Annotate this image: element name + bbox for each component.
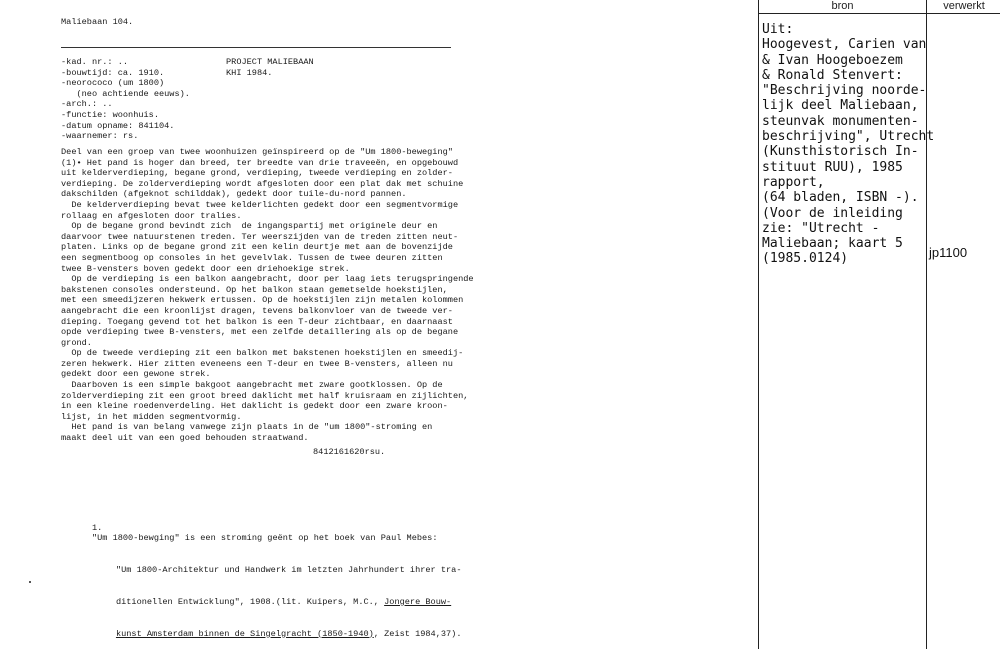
body-line: (1)• Het pand is hoger dan breed, ter breedte van drie traveeën, en opgebouwd [61, 157, 459, 168]
body-line: daarvoor twee natuurstenen treden. Ter weerszijden van de treden zitten neut- [61, 231, 459, 242]
body-line: opde verdieping twee B-vensters, met een zelfde detaillering als op de begane [61, 327, 459, 338]
body-line: uit kelderverdieping, begane grond, verdieping, tweede verdieping en zolder- [61, 168, 453, 179]
bron-line: rapport, [762, 174, 825, 190]
project-code: KHI 1984. [226, 67, 273, 78]
footnote-text-2: "Um 1800-Architektur und Handwerk im letzten Jahrhundert ihrer tra- [115, 564, 462, 575]
footnote-line-4 [61, 618, 461, 650]
column-divider [926, 0, 927, 649]
bron-line: (Voor de inleiding [762, 205, 903, 221]
address-heading: Maliebaan 104. [61, 17, 134, 27]
bron-line: beschrijving", Utrecht [762, 129, 935, 145]
verwerkt-column-header: verwerkt [943, 0, 985, 12]
body-line: De kelderverdieping bevat twee kelderlichten gedekt door een segmentvormige [61, 199, 459, 210]
description-body [61, 147, 474, 444]
body-line: in een kleine roedenverdeling. Het daklicht is gedekt door een zware kroon- [61, 401, 448, 412]
body-line: bakstenen consoles ondersteund. Op het balkon staan gemetselde hoekstijlen, [61, 284, 448, 295]
project-name: PROJECT MALIEBAAN [226, 57, 314, 67]
meta-datum-opname: -datum opname: 841104. [61, 120, 175, 131]
body-line: platen. Links op de begane grond zit een kelin deurtje met aan de bovenzijde [61, 242, 453, 253]
bron-line: "Beschrijving noorde- [762, 83, 927, 99]
footnote-reference-title-1: Jongere Bouw- [384, 596, 452, 607]
footnote-line-1 [61, 512, 461, 554]
bron-line: (1985.0124) [762, 251, 849, 267]
header-rule [61, 47, 451, 48]
meta-left-block [61, 57, 190, 142]
bron-line: steunvak monumenten- [762, 113, 919, 129]
body-line: twee B-vensters boven gedekt door een driehoekige strek. [61, 263, 350, 274]
bron-line: Maliebaan; kaart 5 [762, 236, 903, 252]
body-line: Het pand is van belang vanwege zijn plaats in de "um 1800"-stroming en [61, 422, 433, 433]
footnote-text-3: ditionellen Entwicklung", 1908.(lit. Kuipers, M.C., [115, 596, 385, 607]
bron-line: & Ronald Stenvert: [762, 67, 903, 83]
body-line: zolderverdieping zit een groot breed daklicht met half kruisraam en zijlichten, [61, 390, 469, 401]
footnote-number: 1. [91, 522, 103, 533]
meta-functie: -functie: woonhuis. [61, 109, 159, 120]
footnote-text-4: , Zeist 1984,37). [373, 628, 462, 639]
body-line: met een smeedijzeren hekwerk ertussen. Op de hoekstijlen zijn metalen kolommen [61, 295, 464, 306]
footnote-text-1: "Um 1800-bewging" is een stroming geënt op het boek van Paul Mebes: [91, 533, 438, 544]
body-line: rollaag en afgesloten door tralies. [61, 210, 242, 221]
meta-stijl: -neorococo (um 1800) [61, 78, 165, 89]
meta-waarnemer: -waarnemer: rs. [61, 131, 139, 142]
bron-line: lijk deel Maliebaan, [762, 98, 919, 114]
body-line: zeren hekwerk. Hier zitten eveneens een T-deur en twee B-vensters, alleen nu [61, 358, 453, 369]
body-line: Op de begane grond bevindt zich de ingangspartij met originele deur en [61, 221, 438, 232]
meta-right-block [226, 57, 314, 78]
body-line: aangebracht die een kroonlijst dragen, tevens balkonvloer van de tweede ver- [61, 305, 453, 316]
footnote-line-3 [61, 586, 461, 618]
header-divider [759, 13, 1000, 14]
footnote-line-2 [61, 554, 461, 586]
scan-speck [29, 581, 31, 583]
body-line: Deel van een groep van twee woonhuizen geïnspireerd op de "Um 1800-beweging" [61, 147, 453, 157]
body-line: Op de tweede verdieping zit een balkon met bakstenen hoekstijlen en smeedij- [61, 348, 464, 359]
source-panel [758, 0, 1000, 649]
bron-column-header: bron [831, 0, 854, 12]
document-code: 8412161620rsu. [313, 447, 386, 457]
bron-line: zie: "Utrecht - [762, 220, 880, 236]
body-line: gedekt door een gewone strek. [61, 369, 211, 380]
body-line: dakschilden (afgeknot schilddak), gedekt door tuile-du-nord pannen. [61, 189, 407, 200]
footnote-reference-title-2: kunst Amsterdam binnen de Singelgracht (1850-1940) [115, 628, 374, 639]
bron-line: Uit: [762, 22, 794, 37]
body-line: dieping. Toegang gevend tot het balkon is een T-deur zichtbaar, en daarnaast [61, 316, 453, 327]
meta-arch: -arch.: .. [61, 99, 113, 110]
body-line: grond. [61, 337, 92, 348]
bron-line: Hoogevest, Carien van [762, 37, 927, 53]
bron-source-text [762, 22, 935, 267]
meta-kad-nr: -kad. nr.: .. [61, 57, 129, 67]
body-line: maakt deel uit van een goed behouden straatwand. [61, 433, 309, 444]
meta-bouwtijd: -bouwtijd: ca. 1910. [61, 67, 165, 78]
bron-line: stituut RUU), 1985 [762, 159, 903, 175]
bron-line: (Kunsthistorisch In- [762, 144, 919, 160]
body-line: Op de verdieping is een balkon aangebracht, door per laag iets terugspringende [61, 274, 474, 285]
bron-line: & Ivan Hoogeboezem [762, 52, 903, 68]
body-line: Daarboven is een simple bakgoot aangebracht met zware gootklossen. Op de [61, 380, 443, 391]
body-line: verdieping. De zolderverdieping wordt afgesloten door een plat dak met schuine [61, 178, 464, 189]
body-line: een segmentboog op consoles in het gevelvlak. Tussen de twee deuren zitten [61, 252, 443, 263]
verwerkt-value: jp1100 [929, 245, 968, 260]
body-line: lijst, in het midden segmentvormig. [61, 411, 242, 422]
footnote [61, 512, 461, 650]
meta-stijl-note: (neo achtiende eeuws). [61, 88, 190, 99]
bron-line: (64 bladen, ISBN -). [762, 190, 919, 206]
